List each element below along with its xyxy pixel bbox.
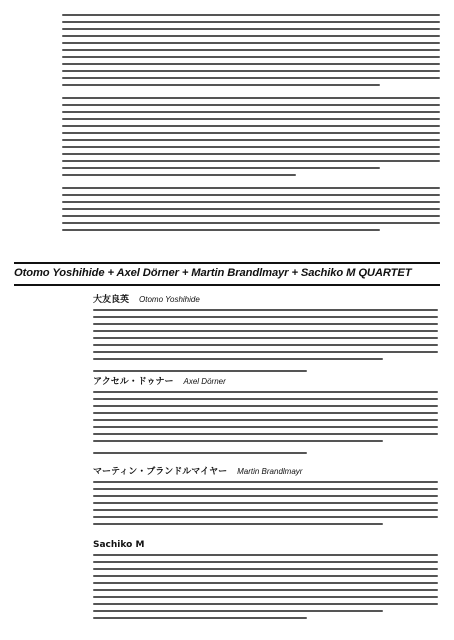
profile-bio-lines [93,391,438,454]
profile-bio-lines [93,481,438,525]
profile-name-jp: アクセル・ドゥナー [93,377,174,387]
profile-name-roman: Otomo Yoshihide [139,295,200,304]
profile-name-roman: Martin Brandlmayr [237,467,303,476]
profile-bio-lines [93,309,438,372]
profile-sachiko [93,540,438,624]
banner-top-rule [14,262,440,264]
profile-brandlmayr [93,464,438,530]
profile-heading [93,464,438,477]
profile-otomo [93,292,438,377]
quartet-banner-title: Otomo Yoshihide + Axel Dörner + Martin Brandlmayr + Sachiko M QUARTET [14,267,412,279]
profile-dorner [93,374,438,459]
profile-name-jp: Sachiko M [93,540,145,550]
profile-bio-lines [93,554,438,619]
profile-heading [93,374,438,387]
profile-heading [93,540,438,550]
intro-text-block [62,14,440,236]
profile-name-jp: マーティン・ブランドルマイヤー [93,467,228,477]
banner-bottom-rule [14,284,440,286]
profile-heading [93,292,438,305]
profile-name-roman: Axel Dörner [183,377,226,386]
profile-name-jp: 大友良英 [93,295,130,305]
